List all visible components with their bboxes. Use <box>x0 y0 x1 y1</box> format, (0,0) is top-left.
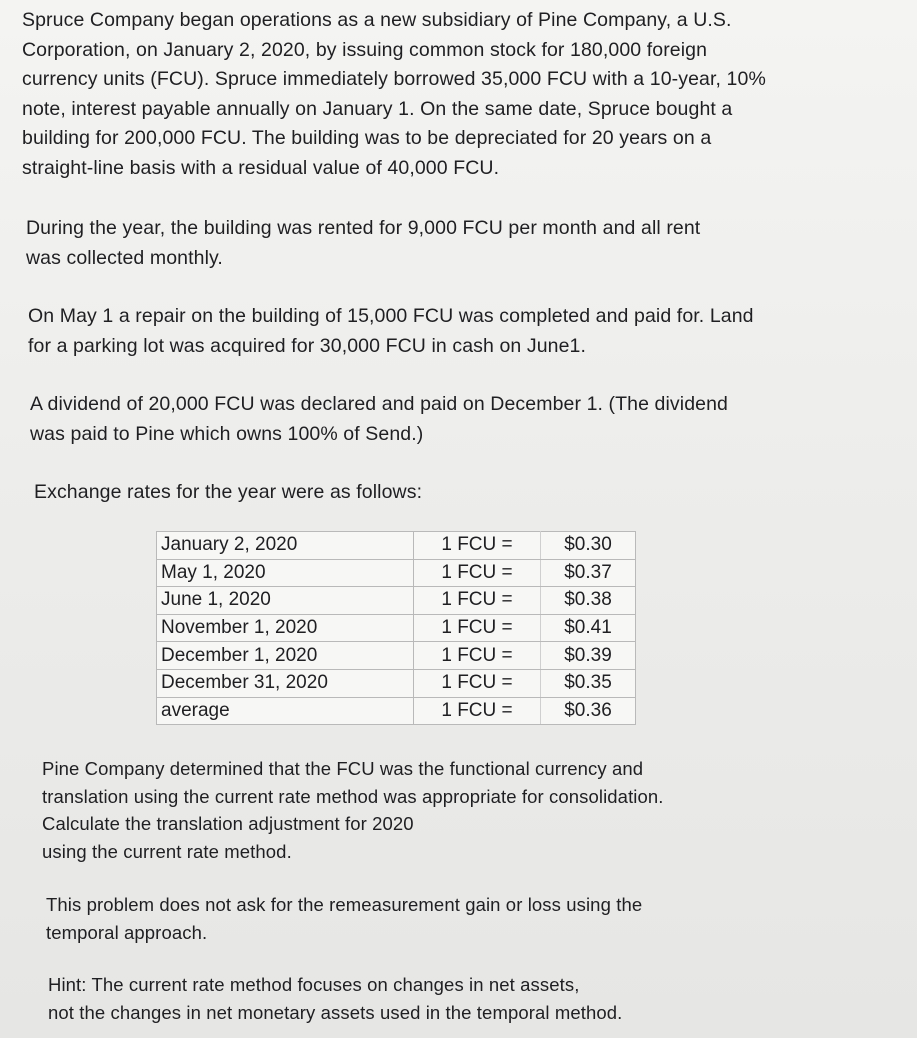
rate-unit-cell: 1 FCU = <box>414 587 541 615</box>
text-line: not the changes in net monetary assets used in the temporal method. <box>48 1002 623 1023</box>
text-line: Calculate the translation adjustment for 2020 <box>42 813 414 834</box>
table-row <box>157 642 636 670</box>
dividend-paragraph <box>30 390 900 449</box>
rate-value-cell: $0.36 <box>541 697 636 725</box>
text-line: building for 200,000 FCU. The building was to be depreciated for 20 years on a <box>22 127 712 149</box>
question-paragraph <box>42 755 902 865</box>
text-line: temporal approach. <box>46 922 208 943</box>
rate-unit-cell: 1 FCU = <box>414 669 541 697</box>
table-row <box>157 559 636 587</box>
text-line: This problem does not ask for the remeasurement gain or loss using the <box>46 894 643 915</box>
text-line: was collected monthly. <box>26 246 223 269</box>
table-row <box>157 669 636 697</box>
rate-date-cell: November 1, 2020 <box>157 614 414 642</box>
rate-value-cell: $0.38 <box>541 587 636 615</box>
rate-unit-cell: 1 FCU = <box>414 559 541 587</box>
repair-paragraph <box>28 302 898 361</box>
rate-unit-cell: 1 FCU = <box>414 532 541 560</box>
text-line: using the current rate method. <box>42 840 292 862</box>
hint-paragraph <box>48 971 888 1027</box>
rate-value-cell: $0.41 <box>541 614 636 642</box>
table-row <box>157 587 636 615</box>
rate-unit-cell: 1 FCU = <box>414 642 541 670</box>
table-row <box>157 532 636 560</box>
rate-date-cell: January 2, 2020 <box>157 532 414 560</box>
rate-date-cell: May 1, 2020 <box>157 559 414 587</box>
table-row <box>157 614 636 642</box>
text-line: During the year, the building was rented for 9,000 FCU per month and all rent <box>26 217 701 239</box>
text-line: On May 1 a repair on the building of 15,000 FCU was completed and paid for. Land <box>28 305 754 327</box>
table-row <box>157 697 636 725</box>
rate-date-cell: June 1, 2020 <box>157 587 414 615</box>
rate-value-cell: $0.39 <box>541 642 636 670</box>
intro-paragraph <box>22 6 902 183</box>
text-line: Corporation, on January 2, 2020, by issuing common stock for 180,000 foreign <box>22 38 708 61</box>
text-line: was paid to Pine which owns 100% of Send.) <box>30 422 424 445</box>
text-line: currency units (FCU). Spruce immediately borrowed 35,000 FCU with a 10-year, 10% <box>22 68 766 90</box>
text-line: translation using the current rate method was appropriate for consolidation. <box>42 785 664 807</box>
rates-intro <box>34 478 894 508</box>
rate-unit-cell: 1 FCU = <box>414 614 541 642</box>
text-line: Hint: The current rate method focuses on changes in net assets, <box>48 974 580 995</box>
rate-date-cell: December 1, 2020 <box>157 642 414 670</box>
text-line: straight-line basis with a residual value of 40,000 FCU. <box>22 156 500 179</box>
text-line: Pine Company determined that the FCU was the functional currency and <box>42 758 644 779</box>
text-line: A dividend of 20,000 FCU was declared and paid on December 1. (The dividend <box>30 393 728 415</box>
rate-value-cell: $0.30 <box>541 532 636 560</box>
note-paragraph <box>46 891 886 947</box>
text-line: note, interest payable annually on January 1. On the same date, Spruce bought a <box>22 97 733 120</box>
rent-paragraph <box>26 214 886 273</box>
rate-unit-cell: 1 FCU = <box>414 697 541 725</box>
exchange-rates-table <box>156 531 636 725</box>
text-line: Spruce Company began operations as a new subsidiary of Pine Company, a U.S. <box>22 9 732 31</box>
rate-date-cell: average <box>157 697 414 725</box>
rate-date-cell: December 31, 2020 <box>157 669 414 697</box>
rate-value-cell: $0.37 <box>541 559 636 587</box>
text-line: for a parking lot was acquired for 30,000 FCU in cash on June1. <box>28 334 587 357</box>
rate-value-cell: $0.35 <box>541 669 636 697</box>
text-line: Exchange rates for the year were as follows: <box>34 481 423 503</box>
